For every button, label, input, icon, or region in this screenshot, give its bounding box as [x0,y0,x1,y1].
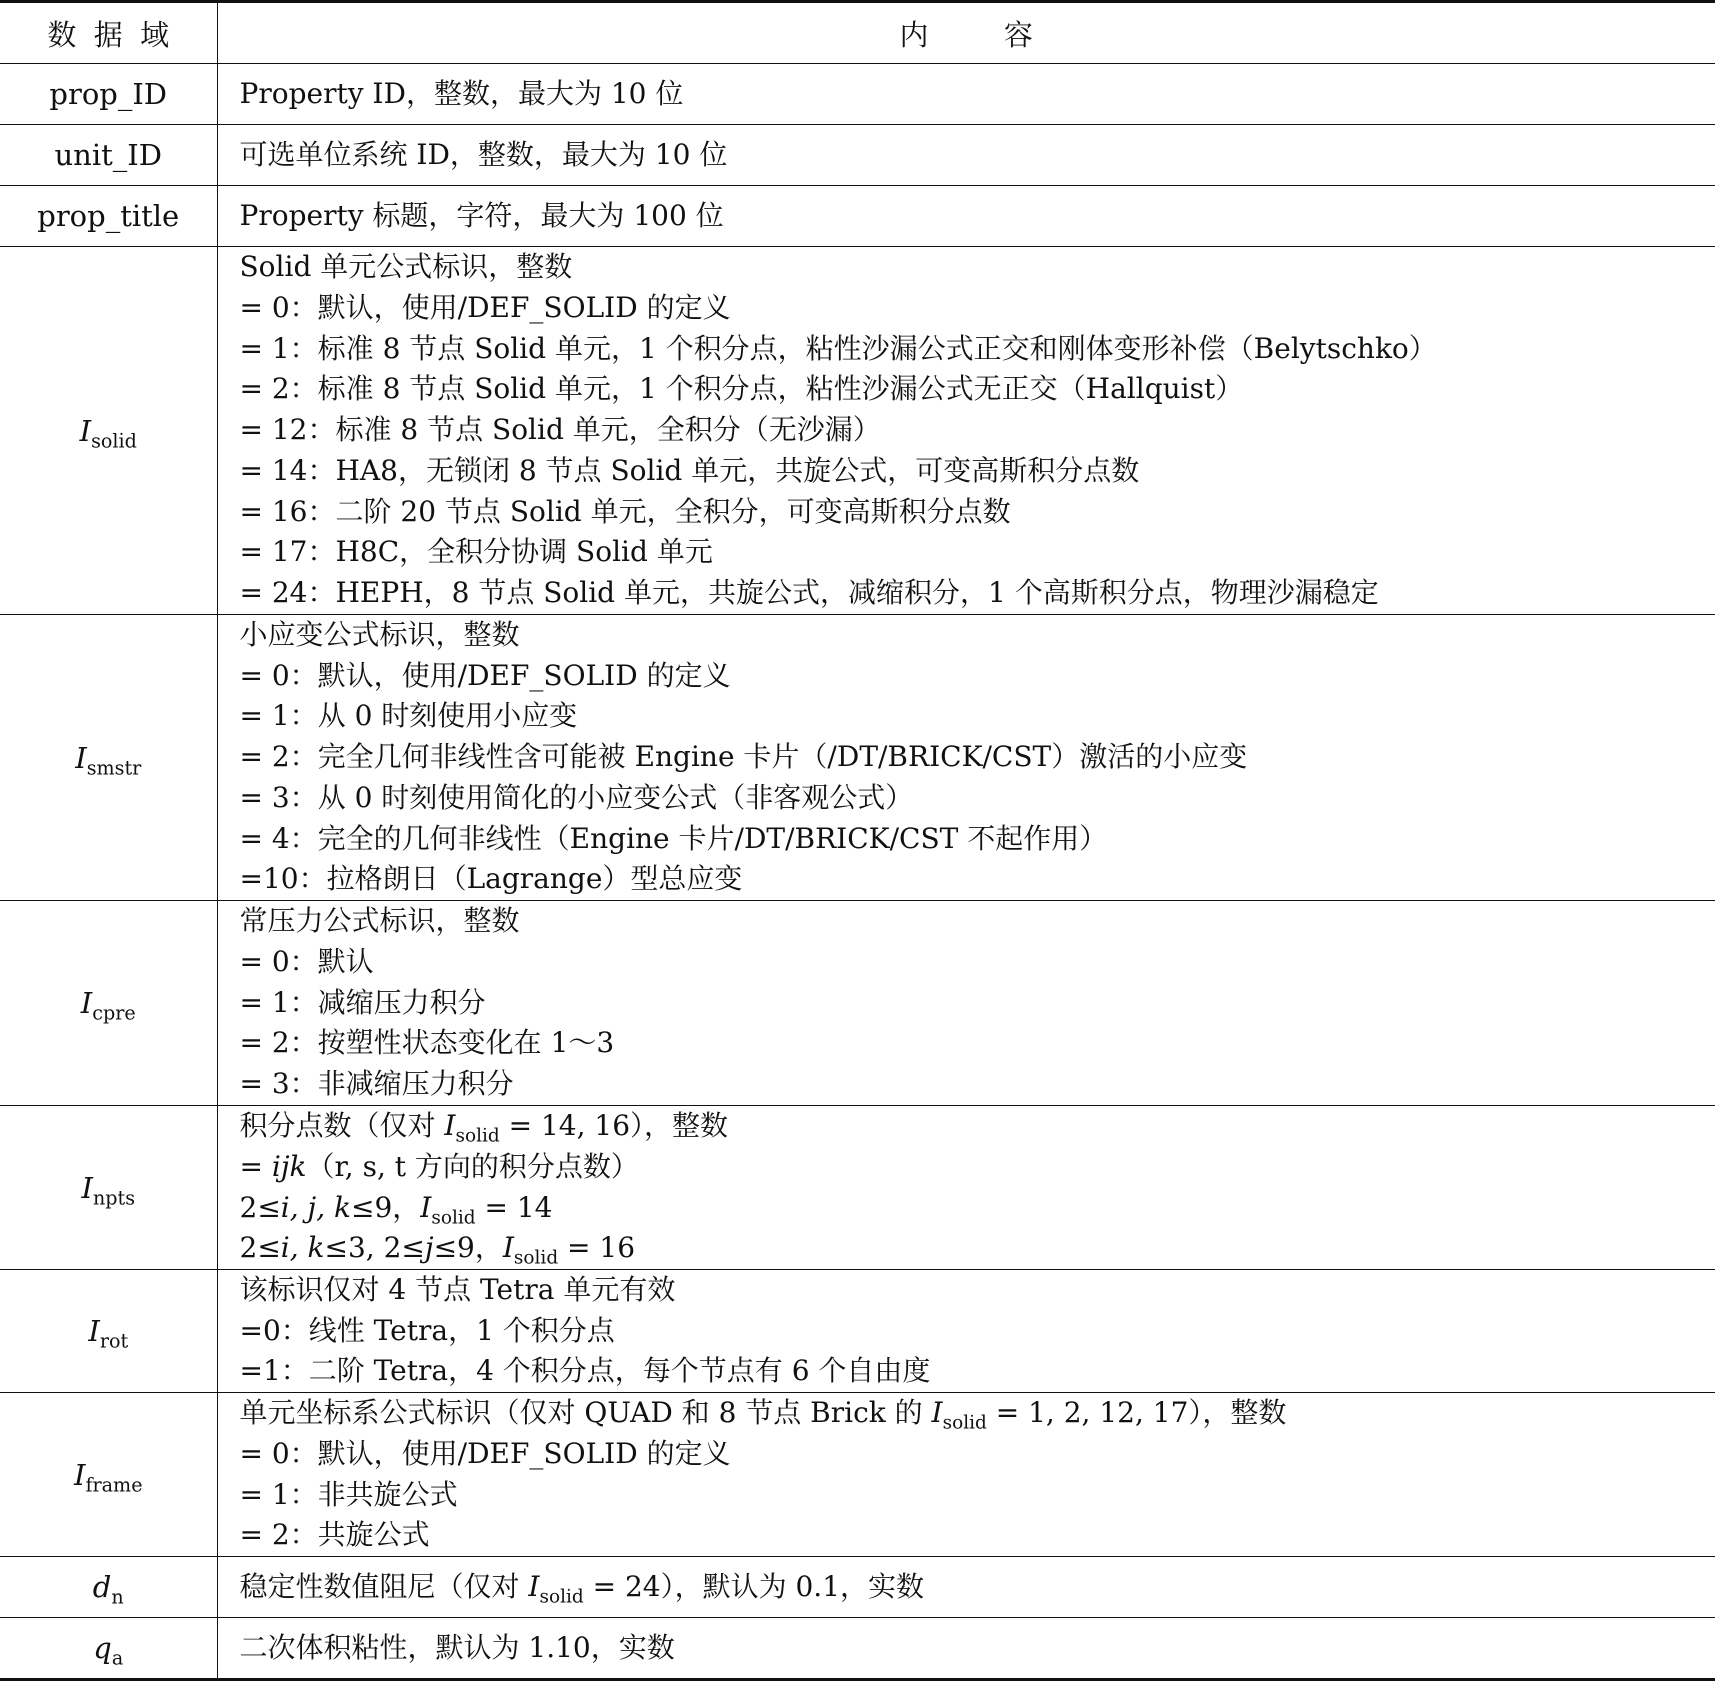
table-row [0,64,1715,125]
option-line: = ijk（r, s, t 方向的积分点数） [239,1149,639,1183]
table-row [0,1393,1715,1557]
field-description: Property 标题，字符，最大为 100 位 [217,186,1715,247]
option-line: = 1：标准 8 节点 Solid 单元，1 个积分点，粘性沙漏公式正交和刚体变形补偿（Belytschko） [239,331,1437,365]
table-row [0,615,1715,901]
field-name: $I_{solid}$ [0,247,217,615]
field-description: 二次体积粘性，默认为 1.10，实数 [217,1618,1715,1680]
field-name: $q_a$ [0,1618,217,1680]
option-line: = 3：从 0 时刻使用简化的小应变公式（非客观公式） [239,780,914,814]
option-line: = 17：H8C，全积分协调 Solid 单元 [239,535,713,569]
option-line: = 0：默认，使用/DEF_SOLID 的定义 [239,1436,731,1470]
option-line: Solid 单元公式标识，整数 [239,250,573,284]
option-line: = 12：标准 8 节点 Solid 单元，全积分（无沙漏） [239,413,881,447]
table-header-row [0,2,1715,64]
field-description: Property ID，整数，最大为 10 位 [217,64,1715,125]
option-line: = 2：完全几何非线性含可能被 Engine 卡片（/DT/BRICK/CST）激活的小应变 [239,740,1248,774]
table-row [0,1557,1715,1618]
header-content: 内容 [217,2,1715,64]
field-description [217,901,1715,1106]
option-line: = 0：默认 [239,944,374,978]
option-line: =0：线性 Tetra，1 个积分点 [239,1313,615,1347]
option-line: = 14：HA8，无锁闭 8 节点 Solid 单元，共旋公式，可变高斯积分点数 [239,453,1140,487]
option-line: = 3：非减缩压力积分 [239,1067,514,1101]
table-row [0,901,1715,1106]
field-description [217,247,1715,615]
header-field: 数据域 [0,2,217,64]
field-name: $I_{frame}$ [0,1393,217,1557]
field-name: unit_ID [0,125,217,186]
field-name: $I_{rot}$ [0,1270,217,1393]
option-line: = 2：共旋公式 [239,1518,430,1552]
field-description [217,1393,1715,1557]
option-line: 2≤i, j, k≤9，$I_{solid} = 14$ [239,1190,553,1228]
option-line: = 1：减缩压力积分 [239,985,486,1019]
option-line: 2≤i, k≤3, 2≤j≤9，$I_{solid} = 16$ [239,1231,636,1269]
option-line: 常压力公式标识，整数 [239,904,520,938]
option-line: 该标识仅对 4 节点 Tetra 单元有效 [239,1273,676,1306]
field-name: prop_title [0,186,217,247]
field-description [217,1270,1715,1393]
option-line: = 24：HEPH，8 节点 Solid 单元，共旋公式，减缩积分，1 个高斯积分点，物理沙漏稳定 [239,575,1379,609]
option-line: 小应变公式标识，整数 [239,618,520,652]
field-name: $I_{cpre}$ [0,901,217,1106]
field-description [217,1106,1715,1270]
table-row [0,247,1715,615]
option-line: = 16：二阶 20 节点 Solid 单元，全积分，可变高斯积分点数 [239,494,1011,528]
option-line: = 0：默认，使用/DEF_SOLID 的定义 [239,291,731,325]
field-description: 可选单位系统 ID，整数，最大为 10 位 [217,125,1715,186]
option-line: = 0：默认，使用/DEF_SOLID 的定义 [239,658,731,692]
option-line: = 2：按塑性状态变化在 1～3 [239,1026,615,1060]
field-name: $I_{smstr}$ [0,615,217,901]
field-description [217,615,1715,901]
option-line: 积分点数（仅对 $I_{solid} = 14$, 16），整数 [239,1109,729,1147]
field-description: 稳定性数值阻尼（仅对 $I_{solid} = 24$），默认为 0.1，实数 [217,1557,1715,1618]
option-line: = 2：标准 8 节点 Solid 单元，1 个积分点，粘性沙漏公式无正交（Hallquist） [239,372,1244,406]
field-name: $I_{npts}$ [0,1106,217,1270]
option-line: = 1：非共旋公式 [239,1477,458,1511]
option-line: = 4：完全的几何非线性（Engine 卡片/DT/BRICK/CST 不起作用） [239,821,1108,855]
option-line: = 1：从 0 时刻使用小应变 [239,699,578,733]
option-line: =10：拉格朗日（Lagrange）型总应变 [239,862,743,896]
field-name: $d_n$ [0,1557,217,1618]
table-row [0,1618,1715,1680]
table-row [0,186,1715,247]
option-line: 单元坐标系公式标识（仅对 QUAD 和 8 节点 Brick 的 $I_{solid} = 1$, 2, 12, 17），整数 [239,1396,1287,1434]
field-name: prop_ID [0,64,217,125]
option-line: =1：二阶 Tetra，4 个积分点，每个节点有 6 个自由度 [239,1354,931,1388]
table-row [0,1270,1715,1393]
table-row [0,1106,1715,1270]
table-row [0,125,1715,186]
